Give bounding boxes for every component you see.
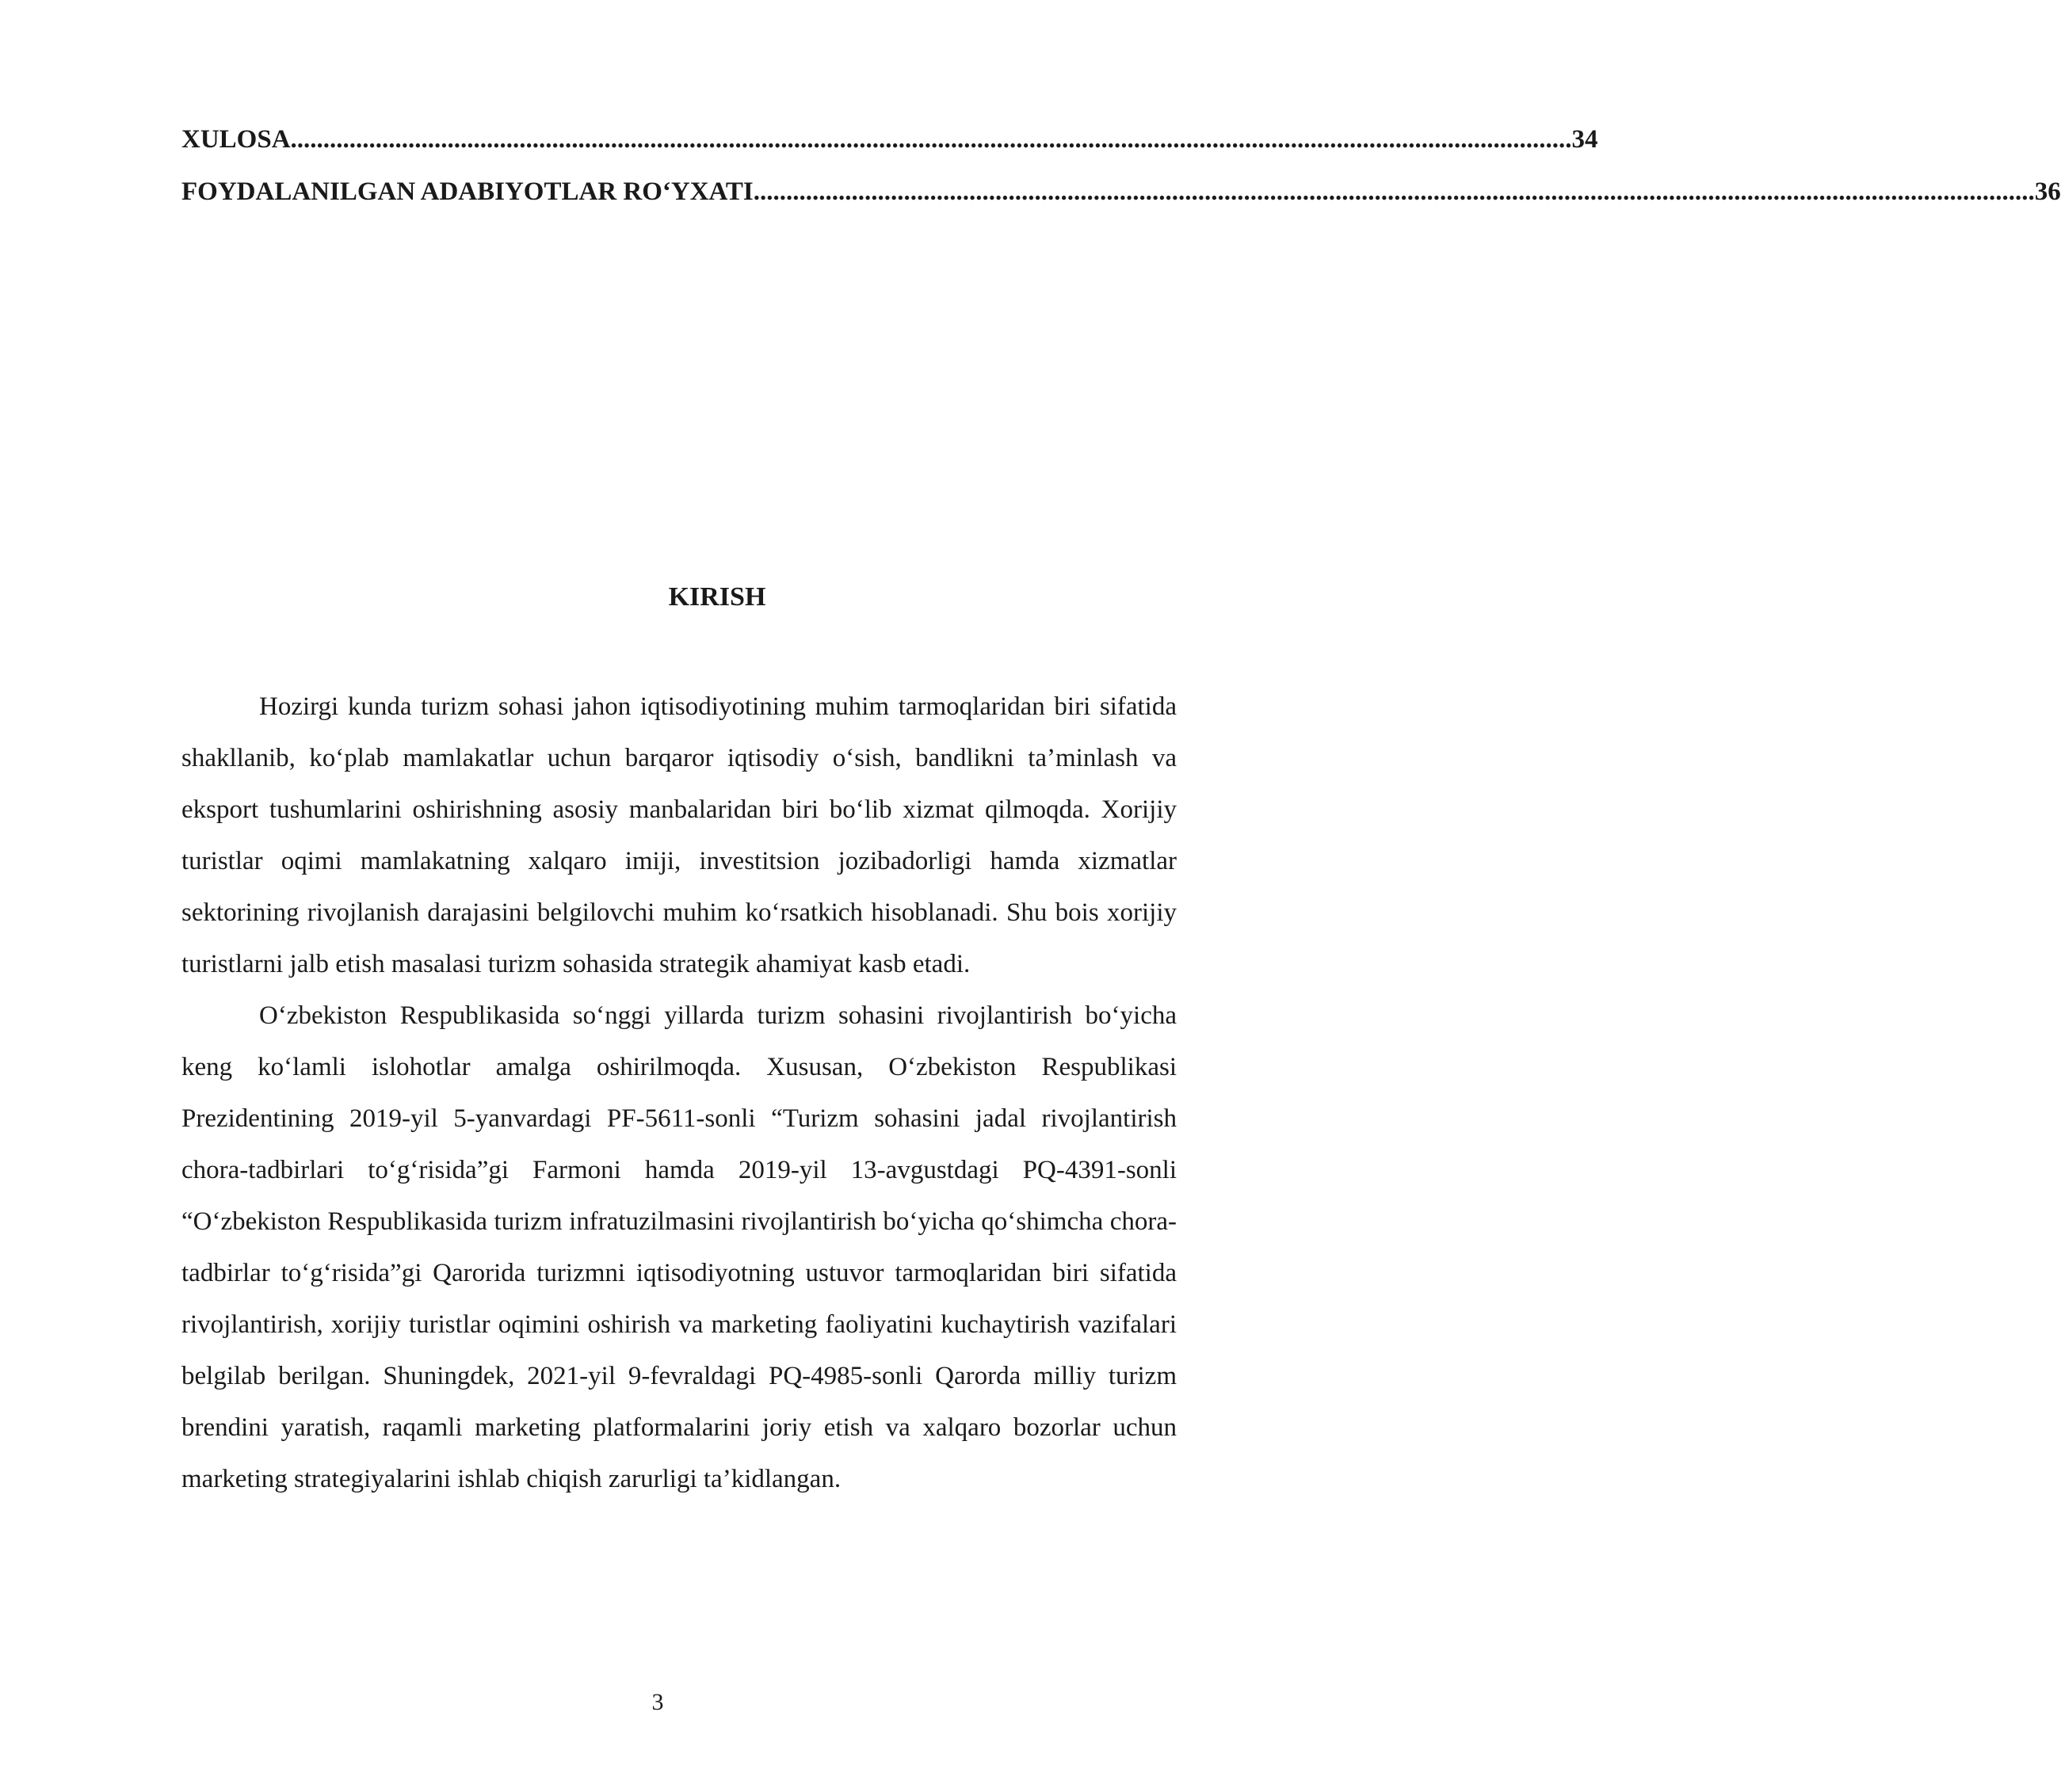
toc-entry-label: XULOSA xyxy=(181,125,291,154)
toc-entry-label: FOYDALANILGAN ADABIYOTLAR RO‘YXATI xyxy=(181,177,754,206)
page-number: 3 xyxy=(651,1689,664,1715)
toc-entry-references[interactable] xyxy=(181,170,2061,222)
paragraph: Hozirgi kunda turizm sohasi jahon iqtisodiyotining muhim tarmoqlaridan biri sifatida shakllanib, ko‘plab mamlakatlar uchun barqaror iqtisodiy o‘sish, bandlikni ta’minlash va eksport tushumlarini oshirishning asosiy manbalaridan biri bo‘lib xizmat qilmoqda. Xorijiy turistlar oqimi mamlakatning xalqaro imiji, investitsion jozibadorligi hamda xizmatlar sektorining rivojlanish darajasini belgilovchi muhim ko‘rsatkich hisoblanadi. Shu bois xorijiy turistlarni jalb etish masalasi turizm sohasida strategik ahamiyat kasb etadi. xyxy=(181,692,1177,978)
section-body xyxy=(181,681,1177,1505)
toc-entry-page: 34 xyxy=(1571,125,1598,154)
toc-entry-page: 36 xyxy=(2034,177,2061,206)
paragraph: O‘zbekiston Respublikasida so‘nggi yillarda turizm sohasini rivojlantirish bo‘yicha keng ko‘lamli islohotlar amalga oshirilmoqda. Xususan, O‘zbekiston Respublikasi Prezidentining 2019-yil 5-yanvardagi PF-5611-sonli “Turizm sohasini jadal rivojlantirish chora-tadbirlari to‘g‘risida”gi Farmoni hamda 2019-yil 13-avgustdagi PQ-4391-sonli “O‘zbekiston Respublikasida turizm infratuzilmasini rivojlantirish bo‘yicha qo‘shimcha chora-tadbirlar to‘g‘risida”gi Qarorida turizmni iqtisodiyotning ustuvor tarmoqlaridan biri sifatida rivojlantirish, xorijiy turistlar oqimini oshirish va marketing faoliyatini kuchaytirish vazifalari belgilab berilgan. Shuningdek, 2021-yil 9-fevraldagi PQ-4985-sonli Qarorda milliy turizm brendini yaratish, raqamli marketing platformalarini joriy etish va xalqaro bozorlar uchun marketing strategiyalarini ishlab chiqish zarurligi ta’kidlangan. xyxy=(181,1001,1177,1493)
toc-leader-dots: .................................................................................................................................................................................................... xyxy=(290,125,1572,154)
table-of-contents xyxy=(181,117,2061,222)
toc-entry-xulosa[interactable] xyxy=(181,117,1598,170)
section-heading: KIRISH xyxy=(668,582,766,612)
toc-leader-dots: .................................................................................................................................................................................................... xyxy=(753,177,2035,206)
